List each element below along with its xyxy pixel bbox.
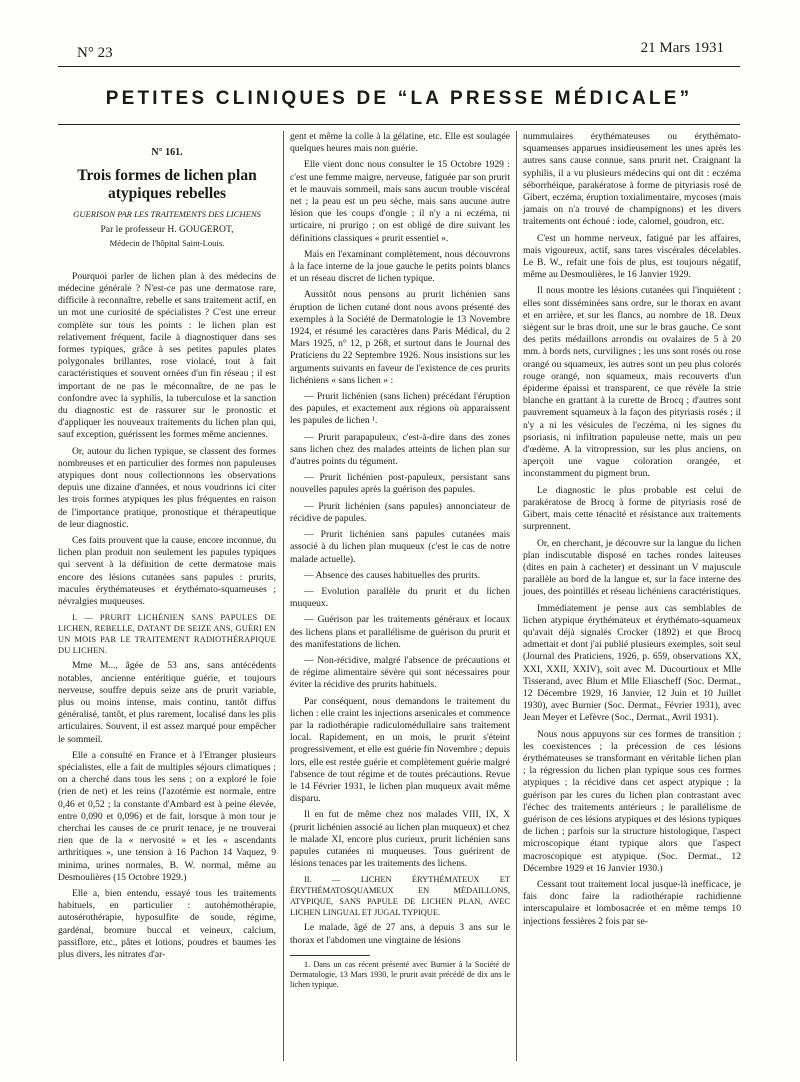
list-item: — Prurit lichénien sans papules cutanées mais associé à du lichen plan muqueux (c'est le cas de notre malade actuelle). [290, 529, 510, 565]
masthead-title: PETITES CLINIQUES DE “LA PRESSE MÉDICALE” [105, 88, 693, 109]
list-item: — Prurit lichénien (sans lichen) précédant l'éruption des papules, et exactement aux régions où apparaissent les papules de lichen ¹. [290, 391, 510, 427]
paragraph: Elle a consulté en France et à l'Etranger plusieurs spécialistes, elle a fait de multiples séjours climatiques ; on a cherché dans tous les sens ; on a exploré le foie (rien de net) et les reins (l'azotémie est normale, entre 0,46 et 0,52 ; la constante d'Ambard est à peine élevée, entre 0,090 et 0,096) et de fait, lorsque à mon tour je cherchai les causes de ce prurit tenace, je ne trouverai rien que de la « nervosité » et les « ascendants arthritiques », une tension à 16 Pachon 14 Vaquez, 9 minima, urines normales, B. W. normal, même au Desmoulières (15 Octobre 1929.) [58, 749, 276, 883]
masthead-rule [58, 124, 740, 125]
paragraph: Elle vient donc nous consulter le 15 Octobre 1929 : c'est une femme maigre, nerveuse, fatiguée par son prurit et le mauvais sommeil, mais sans aucun trouble viscéral net ; la peau est un peu sèche, mais sans aucune autre lésion que les coups d'ongle ; il n'y a ni eczéma, ni urticaire, ni prurigo ; on est obligé de dire suivant les définitions classiques « prurit essentiel ». [290, 159, 510, 244]
header-rule [58, 66, 740, 67]
paragraph: Or, autour du lichen typique, se classent des formes nombreuses et en particulier des formes non papuleuses atypiques dont nous collectionnons les observations depuis une dizaine d'années, et nous voudrions ici citer les trois formes atypiques les plus fréquentes en raison de l'importance pratique, pronostique et thérapeutique de leur diagnostic. [58, 445, 276, 530]
list-item: — Prurit lichénien (sans papules) annonciateur de récidive de papules. [290, 500, 510, 524]
article-subtitle: GUERISON PAR LES TRAITEMENTS DES LICHENS [73, 209, 261, 220]
article-number: N° 161. [151, 147, 183, 158]
paragraph: C'est un homme nerveux, fatigué par les affaires, mais vigoureux, actif, sans tares viscérales décelables. Le B. W., refait une fois de plus, est toujours négatif, même au Desmoulières, le 16 Janvier 1929. [523, 232, 741, 281]
list-item: — Evolution parallèle du prurit et du lichen muqueux. [290, 585, 510, 610]
paragraph: Le malade, âgé de 27 ans, a depuis 3 ans sur le thorax et l'abdomen une vingtaine de lésions [290, 922, 510, 946]
footnote: 1. Dans un cas récent présenté avec Burnier à la Société de Dermatologie, 13 Mars 1930, le prurit avait précédé de dix ans le lichen typique. [290, 959, 510, 989]
paragraph: Cessant tout traitement local jusque-là inefficace, je fais donc faire la radiothérapie rachidienne interscapulaire et lombosacrée et en même temps 10 injections fessières 2 fois par se- [523, 878, 741, 927]
paragraph: nummulaires érythémateuses ou érythémato-squameuses apparues insidieusement les unes après les autres sans cause connue, sans prurit net. Craignant la syphilis, il a vu plusieurs médecins qui ont dit : eczéma séborrhéique, parakératose à forme de pityriasis rosé de Gibert, eczéma, éruption toxialimentaire, mycoses (mais jamais on n'a trouvé de champignons) et les divers traitements ont échoué : iode, calomel, goudron, etc. [523, 131, 741, 228]
list-item: — Guérison par les traitements généraux et locaux des lichens plans et parallélisme de guérison du prurit et des manifestations de lichen. [290, 614, 510, 650]
column-2 [290, 131, 510, 994]
paragraph: Par conséquent, nous demandons le traitement du lichen : elle craint les injections arsenicales et commence par la radiothérapie radiculomédullaire sans traitement local. Rapidement, en un mois, le prurit s'éteint progressivement, et elle est guérie fin Novembre ; depuis lors, elle est restée guérie et complètement guérie malgré l'absence de tout régime et de toutes précautions. Revue le 14 Février 1931, le lichen plan muqueux avait même disparu. [290, 695, 510, 805]
paragraph: Immédiatement je pense aux cas semblables de lichen atypique érythémateux et érythémato-squameux qu'avait déjà signalés Crocker (1892) et que Brocq admettait et dont j'ai publié plusieurs exemples, soit seul (Journal des Praticiens, 1926, p. 659, observations XX, XXI, XXII, XXIV), soit avec M. Ducourtioux et Mlle Tisserand, avec Blum et Mlle Eliascheff (Soc. Dermat., 12 Décembre 1929, 16 Janvier, 12 Juin et 10 Juillet 1930), avec Burnier (Soc. Dermat., Février 1931), avec Jean Meyer et Lefèvre (Soc., Dermat., Avril 1931). [523, 602, 741, 724]
paragraph: Nous nous appuyons sur ces formes de transition ; les coexistences ; la précession de ces lésions érythémateuses se transformant en véritable lichen plan ; la régression du lichen plan typique sous ces formes atypiques ; la récidive dans cet aspect atypique ; la guérison par les cures du lichen plan contrastant avec l'échec des traitements antérieurs ; le parallélisme de guérison de ces lésions atypiques et des lésions typiques de lichen ; parfois sur la structure histologique, l'aspect microscopique étant typique alors que l'aspect macroscopique est atypique. (Soc. Dermat., 12 Décembre 1929 et 16 Janvier 1930.) [523, 728, 741, 874]
paragraph: Or, en cherchant, je découvre sur la langue du lichen plan indiscutable disposé en taches rondes laiteuses (dites en pain à cacheter) et dessinant un V majuscule parallèle au bord de la langue et, sur la face interne des joues, des pointillés et réseau lichéniens caractéristiques. [523, 537, 741, 598]
list-item: — Prurit lichénien post-papuleux, persistant sans nouvelles papules après la guérison des papules. [290, 472, 510, 496]
paragraph: gent et même la colle à la gélatine, etc. Elle est soulagée quelques heures mais non guérie. [290, 131, 510, 155]
article-author: Par le professeur H. GOUGEROT, [100, 224, 234, 236]
paragraph: Il en fut de même chez nos malades VIII, IX, X (prurit lichénien associé au lichen plan muqueux) et chez le malade XI, encore plus curieux, prurit lichénien sans papules cutanées ni muqueuses. Tous guérirent de lésions tenaces par les traitements des lichens. [290, 809, 510, 870]
list-item: — Prurit parapapuleux, c'est-à-dire dans des zones sans lichen chez des malades atteints de lichen plan sur d'autres points du tégument. [290, 431, 510, 468]
paragraph: Elle a, bien entendu, essayé tous les traitements habituels, en particulier : autohémothérapie, autosérothérapie, hyposulfite de soude, régime, gardénal, bromure buccal et veineux, calcium, passiflore, etc., pâtes et lotions, poudres et baumes les plus divers, les nitrates d'ar- [58, 887, 276, 960]
column-1 [58, 131, 276, 965]
issue-date: 21 Mars 1931 [640, 40, 724, 56]
column-separator [516, 131, 517, 1061]
paragraph: Mme M..., âgée de 53 ans, sans antécédents notables, ancienne entéritique guérie, et toujours nerveuse, souffre depuis seize ans de prurit variable, plus ou moins intense, mais continu, tantôt diffus généralisé, tantôt, et plus rarement, localisé dans les plis articulaires. Souvent, il est assez marqué pour empêcher le sommeil. [58, 660, 276, 745]
list-item: — Non-récidive, malgré l'absence de précautions et de régime alimentaire sévère qui sont nécessaires pour éviter la récidive des prurits habituels. [290, 654, 510, 691]
author-role: Médecin de l'hôpital Saint-Louis. [109, 237, 225, 248]
paragraph: Pourquoi parler de lichen plan à des médecins de médecine générale ? N'est-ce pas une dermatose rare, difficile à reconnaître, rebelle et sans traitement actif, en un mot une curiosité de spécialistes ? C'est une erreur complète sur tous les points : le lichen plan est relativement fréquent, facile à diagnostiquer dans ses formes typiques, grâce à ses petites papules plates polygonales brillantes, rose violacé, tout à fait caractéristiques et souvent ornées d'un fin réseau ; il est important de ne pas le méconnaître, de ne pas le confondre avec la syphilis, la tuberculose et la sanction du diagnostic est de rassurer sur le pronostic et d'appliquer les nouveaux traitements du lichen plan qui, sauf exception, guérissent les formes même anciennes. [58, 270, 276, 441]
column-3 [523, 131, 741, 932]
section-heading-1: I. — PRURIT LICHÉNIEN SANS PAPULES DE LICHEN, REBELLE, DATANT DE SEIZE ANS, GUÉRI EN UN MOIS PAR LE TRAITEMENT RADIOTHÉRAPIQUE DU LICHEN. [58, 613, 276, 656]
issue-number: N° 23 [77, 45, 113, 61]
column-separator [283, 131, 284, 1061]
footnote-rule [290, 955, 370, 956]
article-title: Trois formes de lichen plan atypiques rebelles [77, 167, 257, 203]
paragraph: Ces faits prouvent que la cause, encore inconnue, du lichen plan produit non seulement les papules typiques qui servent à la définition de cette dermatose mais encore des lésions cutanées sans papules : prurits, macules érythémateuses et érythémato-squameuses ; névralgies muqueuses. [58, 535, 276, 608]
paragraph: Mais en l'examinant complètement, nous découvrons à la face interne de la joue gauche le petits points blancs et un réseau discret de lichen typique. [290, 248, 510, 285]
section-heading-2: II. — LICHEN ÉRYTHÉMATEUX ET ÉRYTHÉMATOSQUAMEUX EN MÉDAILLONS, ATYPIQUE, SANS PAPULE DE LICHEN PLAN, AVEC LICHEN LINGUAL ET JUGAL TYPIQUE. [290, 875, 510, 918]
paragraph: Le diagnostic le plus probable est celui de parakératose de Brocq à forme de pityriasis rosé de Gibert, mais cette ténacité et résistance aux traitements surprennent. [523, 484, 741, 533]
paragraph: Il nous montre les lésions cutanées qui l'inquiètent ; elles sont disséminées sans ordre, sur le thorax en avant et en arrière, et sur les flancs, au nombre de 18. Deux siègent sur le bras droit, une sur le bras gauche. Ce sont des petits médaillons arrondis ou ovalaires de 5 à 20 mm. à bords nets, curvilignes ; les uns sont rosés ou rose orangé ou squameux, les autres sont un peu plus colorés rouge orangé, non squameux, mais recouverts d'un épiderme épaissi et transparent, ce que révèle la strie blanche en grattant à la curette de Brocq ; d'autres sont pauvrement squameux à la façon des pityriasis rosés ; il n'y a ni les vésicules de l'eczéma, ni les signes du psoriasis, ni infiltration papuleuse nette, mais un peu d'œdème. A la vitropression, sur les plus anciens, on aperçoit une vague coloration orangée, et inconstamment du pigment brun. [523, 285, 741, 480]
list-item: — Absence des causes habituelles des prurits. [304, 569, 481, 581]
paragraph: Aussitôt nous pensons au prurit lichénien sans éruption de lichen cutané dont nous avons présenté des exemples à la Société de Dermatologie le 13 Novembre 1924, et résumé les caractères dans Paris Médical, du 2 Mars 1925, n° 12, p 268, et surtout dans le Journal des Praticiens du 22 Septembre 1926. Nous insistions sur les arguments suivants en faveur de l'existence de ces prurits lichéniens « sans lichen » : [290, 289, 510, 386]
